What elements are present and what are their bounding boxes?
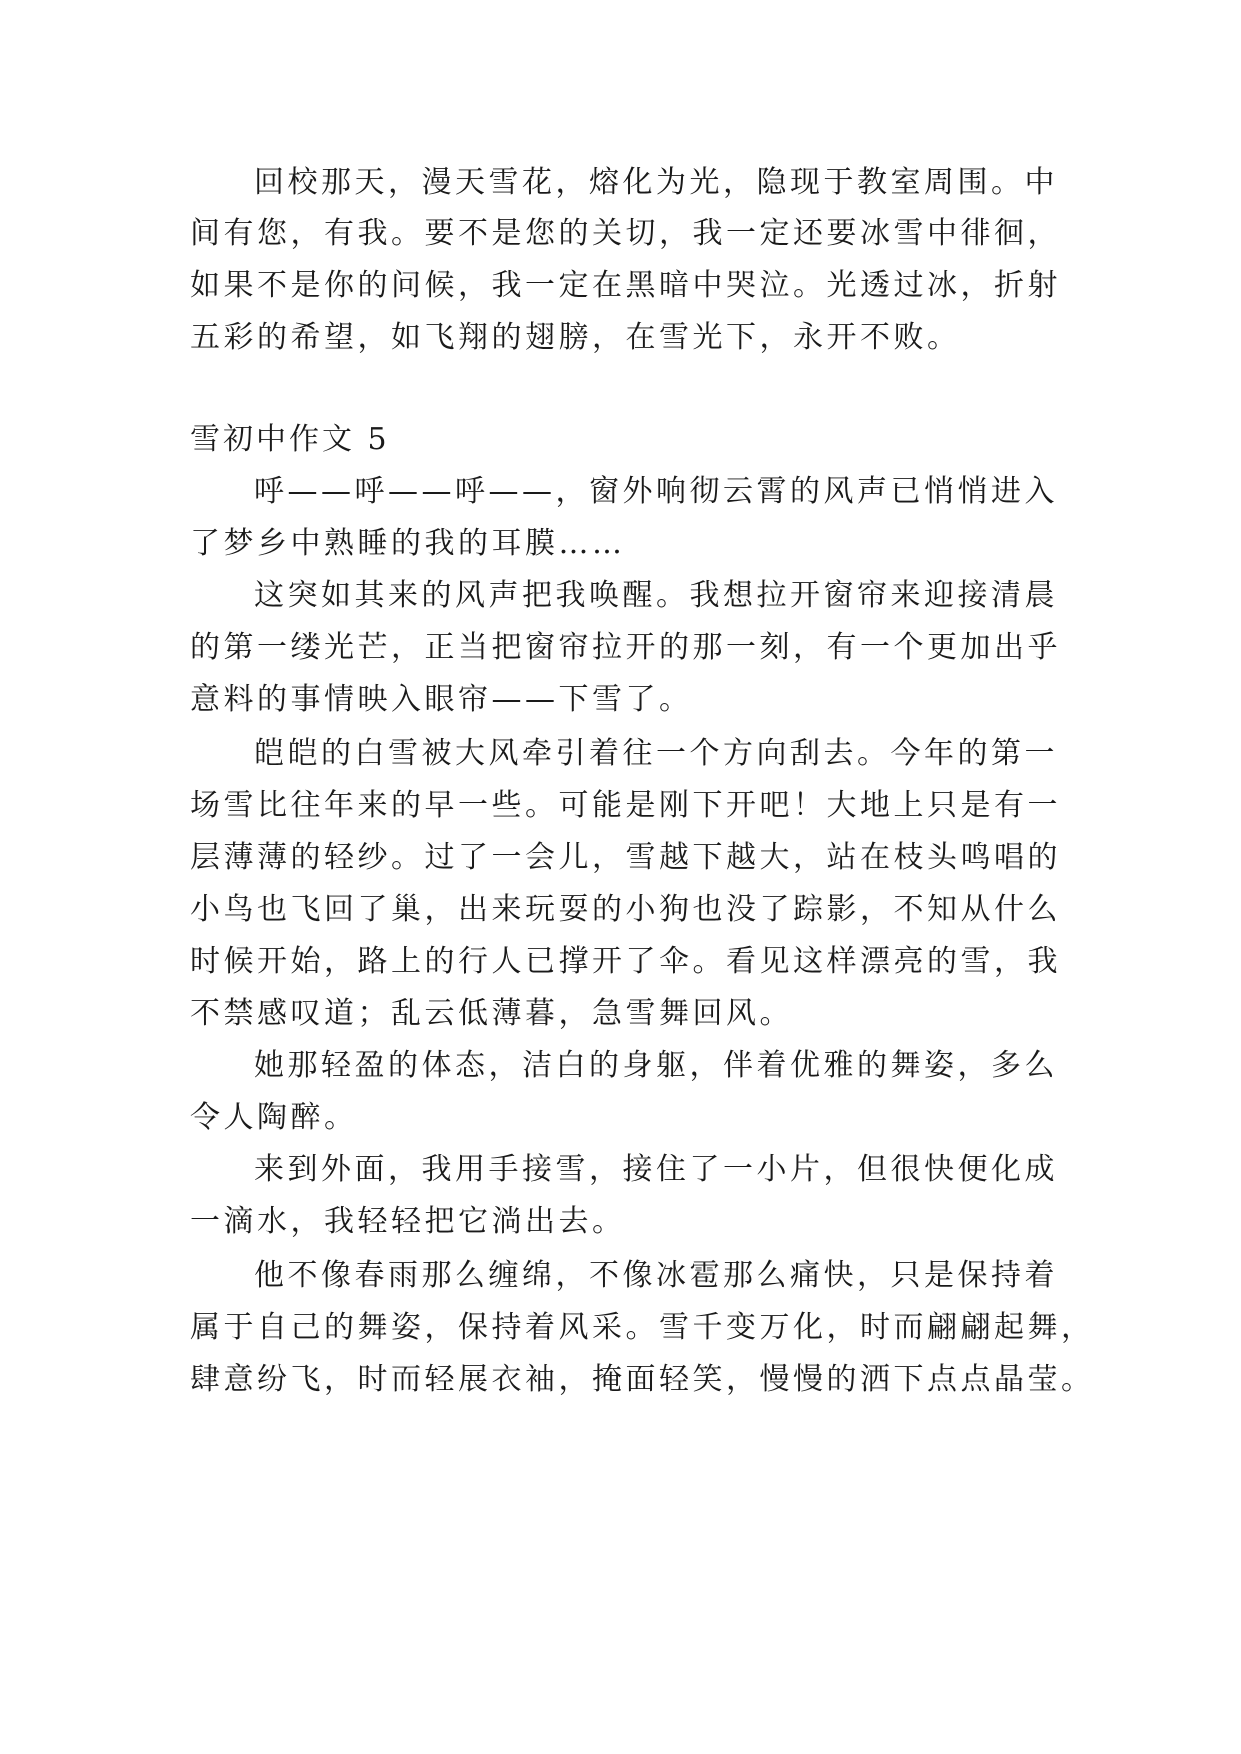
paragraph-3-line-1: 皑皑的白雪被大风牵引着往一个方向刮去。今年的第一	[254, 736, 1058, 771]
intro-line-3: 如果不是你的问候，我一定在黑暗中哭泣。光透过冰，折射	[190, 268, 1061, 303]
paragraph-1-line-2: 了梦乡中熟睡的我的耳膜……	[190, 526, 626, 561]
intro-line-1: 回校那天，漫天雪花，熔化为光，隐现于教室周围。中	[254, 165, 1058, 200]
intro-line-2: 间有您，有我。要不是您的关切，我一定还要冰雪中徘徊，	[190, 216, 1061, 251]
paragraph-5-line-1: 来到外面，我用手接雪，接住了一小片，但很快便化成	[254, 1152, 1058, 1187]
paragraph-1-line-1: 呼——呼——呼——，窗外响彻云霄的风声已悄悄进入	[254, 474, 1058, 509]
paragraph-3-line-4: 小鸟也飞回了巢，出来玩耍的小狗也没了踪影，不知从什么	[190, 892, 1061, 927]
intro-line-4: 五彩的希望，如飞翔的翅膀，在雪光下，永开不败。	[190, 320, 961, 355]
paragraph-6-line-1: 他不像春雨那么缠绵，不像冰雹那么痛快，只是保持着	[254, 1258, 1058, 1293]
paragraph-2-line-1: 这突如其来的风声把我唤醒。我想拉开窗帘来迎接清晨	[254, 578, 1058, 613]
paragraph-6-line-3: 肆意纷飞，时而轻展衣袖，掩面轻笑，慢慢的洒下点点晶莹。	[190, 1362, 1095, 1397]
paragraph-5-line-2: 一滴水，我轻轻把它淌出去。	[190, 1204, 626, 1239]
paragraph-2-line-2: 的第一缕光芒，正当把窗帘拉开的那一刻，有一个更加出乎	[190, 630, 1061, 665]
paragraph-3-line-5: 时候开始，路上的行人已撑开了伞。看见这样漂亮的雪，我	[190, 944, 1061, 979]
paragraph-3-line-6: 不禁感叹道；乱云低薄暮，急雪舞回风。	[190, 996, 793, 1031]
section-heading: 雪初中作文 5	[190, 422, 390, 457]
paragraph-4-line-1: 她那轻盈的体态，洁白的身躯，伴着优雅的舞姿，多么	[254, 1048, 1058, 1083]
paragraph-6-line-2: 属于自己的舞姿，保持着风采。雪千变万化，时而翩翩起舞，	[190, 1310, 1095, 1345]
paragraph-3-line-3: 层薄薄的轻纱。过了一会儿，雪越下越大，站在枝头鸣唱的	[190, 840, 1061, 875]
paragraph-2-line-3: 意料的事情映入眼帘——下雪了。	[190, 682, 693, 717]
paragraph-4-line-2: 令人陶醉。	[190, 1100, 358, 1135]
paragraph-3-line-2: 场雪比往年来的早一些。可能是刚下开吧！大地上只是有一	[190, 788, 1061, 823]
